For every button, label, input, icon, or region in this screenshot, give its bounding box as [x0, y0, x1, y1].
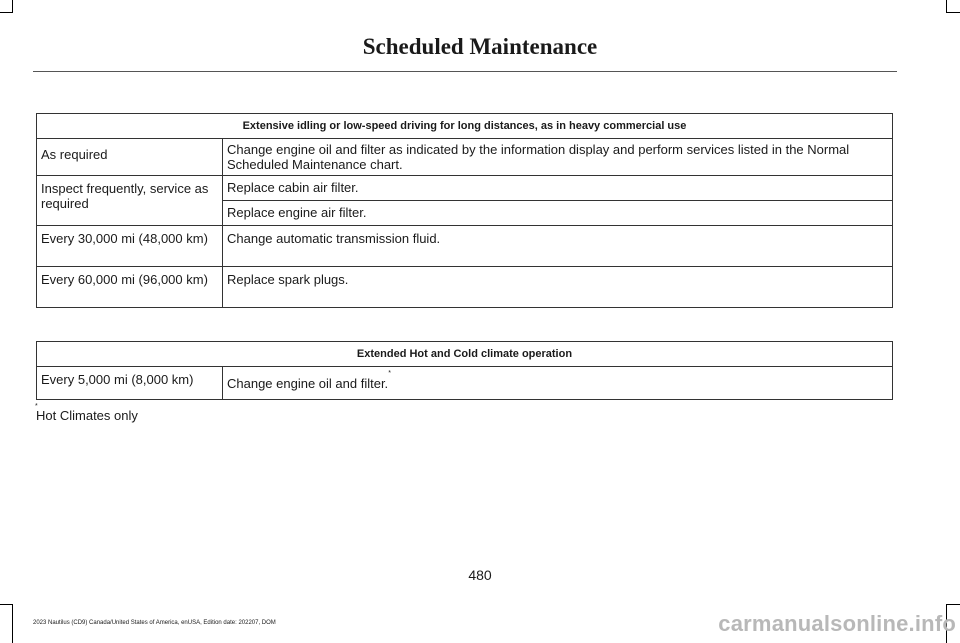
interval-cell: As required [37, 139, 223, 176]
table-heading: Extended Hot and Cold climate operation [37, 342, 893, 367]
table-row [37, 367, 893, 400]
table-heading: Extensive idling or low-speed driving for long distances, as in heavy commercial use [37, 114, 893, 139]
maintenance-table-idling [36, 113, 893, 308]
crop-mark-bottom-left [12, 604, 13, 643]
table-row [37, 226, 893, 267]
interval-cell: Every 60,000 mi (96,000 km) [37, 267, 223, 308]
crop-mark-top-left [0, 12, 13, 13]
interval-cell: Every 30,000 mi (48,000 km) [37, 226, 223, 267]
footnote-mark: * [35, 403, 38, 410]
action-cell: Change engine oil and filter as indicated by the information display and perform services listed in the Normal Scheduled Maintenance chart. [223, 139, 893, 176]
action-text: Change engine oil and filter. [227, 376, 389, 391]
action-cell [223, 367, 893, 400]
maintenance-table-climate [36, 341, 893, 400]
interval-cell: Every 5,000 mi (8,000 km) [37, 367, 223, 400]
page-title: Scheduled Maintenance [362, 34, 598, 59]
table-row [37, 176, 893, 201]
table-row [37, 267, 893, 308]
edition-line: 2023 Nautilus (CD9) Canada/United States of America, enUSA, Edition date: 202207, DOM [33, 620, 276, 626]
action-cell: Change automatic transmission fluid. [223, 226, 893, 267]
interval-cell: Inspect frequently, service as required [37, 176, 223, 226]
page-number: 480 [468, 567, 492, 583]
footnote-text: Hot Climates only [36, 408, 138, 423]
crop-mark-bottom-left [0, 604, 13, 605]
watermark: carmanualsonline.info [718, 611, 956, 636]
crop-mark-bottom-right [946, 604, 960, 605]
title-divider [33, 71, 897, 72]
action-cell: Replace cabin air filter. [223, 176, 893, 201]
action-cell: Replace spark plugs. [223, 267, 893, 308]
footnote-mark: * [388, 370, 391, 377]
crop-mark-top-right [946, 12, 960, 13]
action-cell: Replace engine air filter. [223, 201, 893, 226]
table-row [37, 139, 893, 176]
